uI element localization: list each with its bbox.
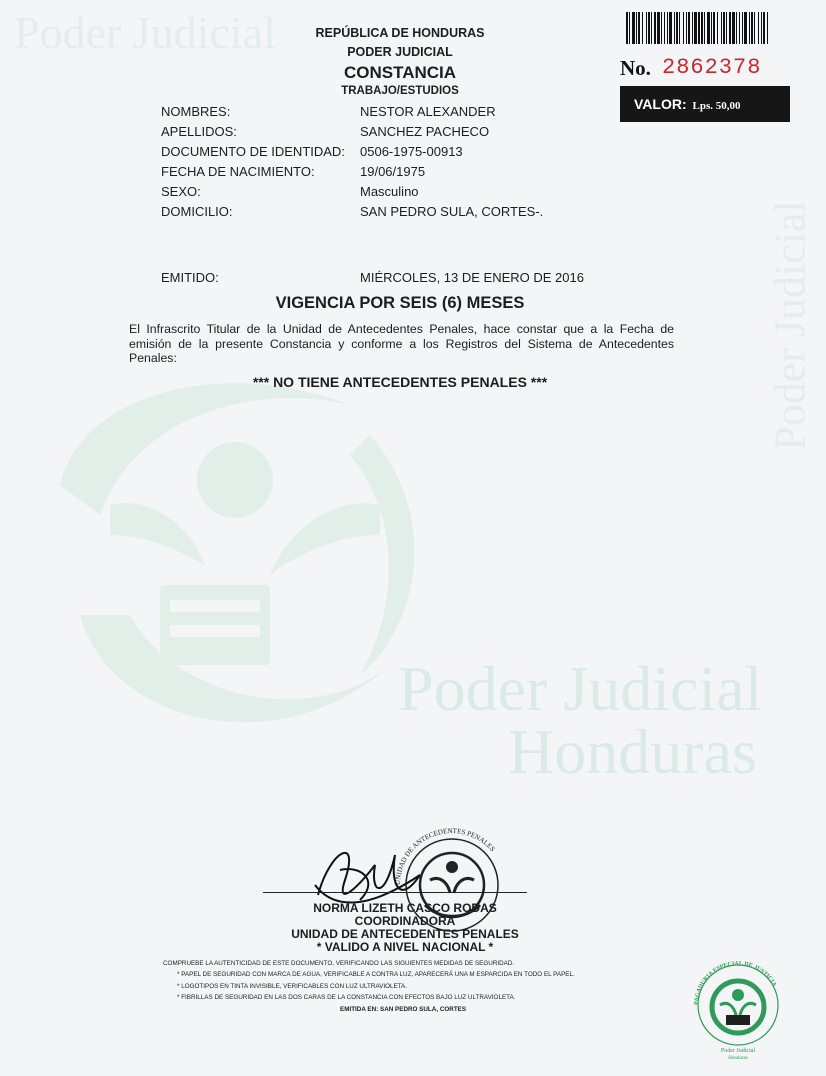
- valor-badge: [620, 86, 790, 122]
- svg-text:UNIDAD DE ANTECEDENTES PENALES: [394, 827, 497, 885]
- field-value: SANCHEZ PACHECO: [360, 124, 490, 139]
- field-row-sexo: [161, 184, 621, 200]
- field-value: MIÉRCOLES, 13 DE ENERO DE 2016: [360, 270, 584, 285]
- valor-amount: Lps. 50,00: [692, 100, 741, 112]
- barcode-icon: [624, 10, 770, 46]
- watermark-side: Poder Judicial: [765, 200, 815, 451]
- issued-location: EMITIDA EN: SAN PEDRO SULA, CORTES: [340, 1006, 467, 1013]
- signatory-unit: UNIDAD DE ANTECEDENTES PENALES: [291, 927, 519, 941]
- field-row-nacimiento: [161, 164, 621, 180]
- validity-heading: VIGENCIA POR SEIS (6) MESES: [275, 294, 525, 312]
- field-label: DOCUMENTO DE IDENTIDAD:: [161, 144, 345, 159]
- stamp-ring-text: PAGADURIA ESPECIAL DE JUSTICIA: [693, 960, 778, 1006]
- watermark-bottom-line2: Honduras: [508, 716, 757, 787]
- field-row-nombres: [161, 104, 621, 120]
- watermark-top: Poder Judicial: [14, 7, 276, 58]
- statement-paragraph: El Infrascrito Titular de la Unidad de Antecedentes Penales, hace constar que a la Fecha de emisión de la presente Constancia y conforme a los Registros del Sistema de Antecedentes Penales:: [129, 322, 674, 365]
- validity-scope: * VALIDO A NIVEL NACIONAL *: [316, 940, 494, 954]
- security-item: * PAPEL DE SEGURIDAD CON MARCA DE AGUA, VERIFICABLE A CONTRA LUZ, APARECERÁ UNA M ESPARCIDA EN TODO EL PAPEL.: [177, 971, 575, 978]
- field-label: DOMICILIO:: [161, 204, 233, 219]
- security-item: * FIBRILLAS DE SEGURIDAD EN LAS DOS CARAS DE LA CONSTANCIA CON EFECTOS BAJO LUZ ULTRAVIOLETA.: [177, 994, 516, 1001]
- header-republic: REPÚBLICA DE HONDURAS: [315, 26, 485, 40]
- result-statement: *** NO TIENE ANTECEDENTES PENALES ***: [252, 374, 548, 390]
- field-value: 19/06/1975: [360, 164, 426, 179]
- signatory-name: NORMA LIZETH CASCO RODAS: [313, 901, 497, 915]
- stamp-line2: Honduras: [728, 1056, 748, 1061]
- field-row-emitido: [161, 270, 621, 286]
- field-value: SAN PEDRO SULA, CORTES-.: [360, 204, 544, 219]
- document-purpose: TRABAJO/ESTUDIOS: [341, 85, 459, 97]
- valor-label: VALOR:: [634, 96, 687, 112]
- field-row-documento: [161, 144, 621, 160]
- field-label: NOMBRES:: [161, 104, 231, 119]
- field-label: FECHA DE NACIMIENTO:: [161, 164, 315, 179]
- security-intro: COMPRUEBE LA AUTENTICIDAD DE ESTE DOCUMENTO, VERIFICANDO LAS SIGUIENTES MEDIDAS DE SEGURIDAD.: [163, 960, 515, 967]
- field-row-domicilio: [161, 204, 621, 220]
- seal-ring-text: UNIDAD DE ANTECEDENTES PENALES: [393, 826, 497, 886]
- field-label: APELLIDOS:: [161, 124, 237, 139]
- watermark-bottom-line1: Poder Judicial: [398, 653, 763, 724]
- security-item: * LOGOTIPOS EN TINTA INVISIBLE, VERIFICABLES CON LUZ ULTRAVIOLETA.: [177, 983, 408, 990]
- watermark-emblem-icon: [20, 365, 440, 755]
- field-label: SEXO:: [161, 184, 201, 199]
- field-label: EMITIDO:: [161, 270, 219, 285]
- stamp-line1: Poder Judicial: [720, 1048, 756, 1054]
- field-value: NESTOR ALEXANDER: [360, 104, 496, 119]
- serial-number: 2862378: [662, 55, 762, 80]
- signature-line: [263, 892, 527, 893]
- field-row-apellidos: [161, 124, 621, 140]
- serial-label: No.: [620, 56, 651, 80]
- signatory-title: COORDINADORA: [354, 914, 456, 928]
- header-institution: PODER JUDICIAL: [347, 45, 453, 59]
- document-title: CONSTANCIA: [343, 63, 457, 82]
- field-value: Masculino: [360, 184, 419, 199]
- field-value: 0506-1975-00913: [360, 144, 463, 159]
- pagaduria-stamp-icon: [688, 955, 788, 1065]
